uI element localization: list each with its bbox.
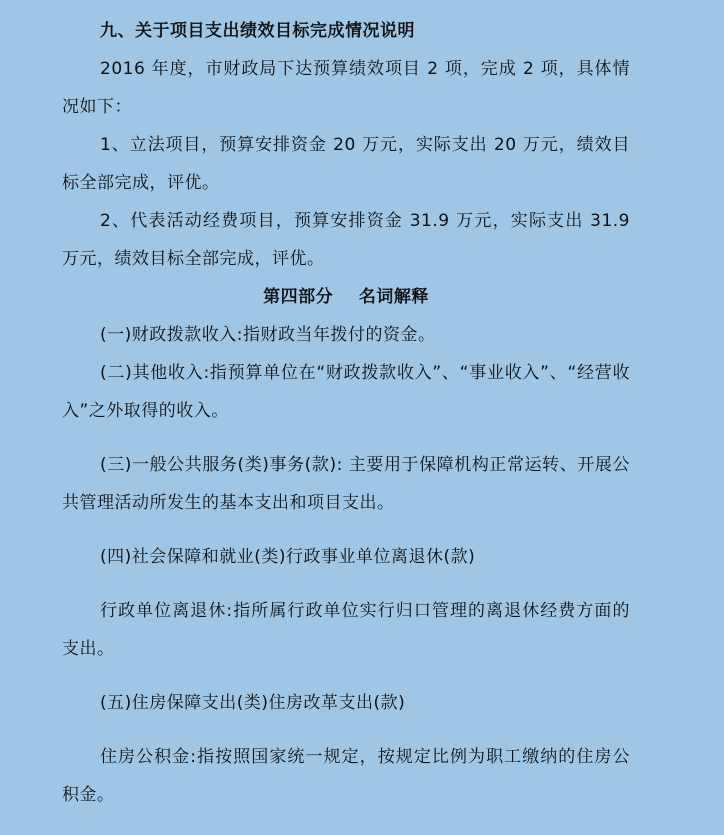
term-1: (一)财政拨款收入:指财政当年拨付的资金。 — [100, 325, 436, 345]
project-item-2: 2、代表活动经费项目，预算安排资金 31.9 万元，实际支出 31.9 万元，绩效目标全部完成，评优。 — [62, 211, 630, 269]
term-5: (五)住房保障支出(类)住房改革支出(款) — [100, 693, 406, 713]
term-3: (三)一般公共服务(类)事务(款): 主要用于保障机构正常运转、开展公共管理活动所发生的基本支出和项目支出。 — [62, 455, 630, 513]
term-4: (四)社会保障和就业(类)行政事业单位离退休(款) — [100, 547, 476, 567]
term-4-detail: 行政单位离退休:指所属行政单位实行归口管理的离退休经费方面的支出。 — [62, 601, 630, 659]
project-item-1: 1、立法项目，预算安排资金 20 万元，实际支出 20 万元，绩效目标全部完成，评优。 — [62, 135, 630, 193]
intro-paragraph: 2016 年度，市财政局下达预算绩效项目 2 项，完成 2 项，具体情况如下： — [62, 59, 630, 117]
term-2: (二)其他收入:指预算单位在“财政拨款收入”、“事业收入”、“经营收入”之外取得的收入。 — [62, 363, 630, 421]
term-5-detail: 住房公积金:指按照国家统一规定，按规定比例为职工缴纳的住房公积金。 — [62, 747, 630, 805]
part-four-title: 第四部分 名词解释 — [263, 287, 429, 307]
section-nine-title: 九、关于项目支出绩效目标完成情况说明 — [100, 21, 415, 41]
